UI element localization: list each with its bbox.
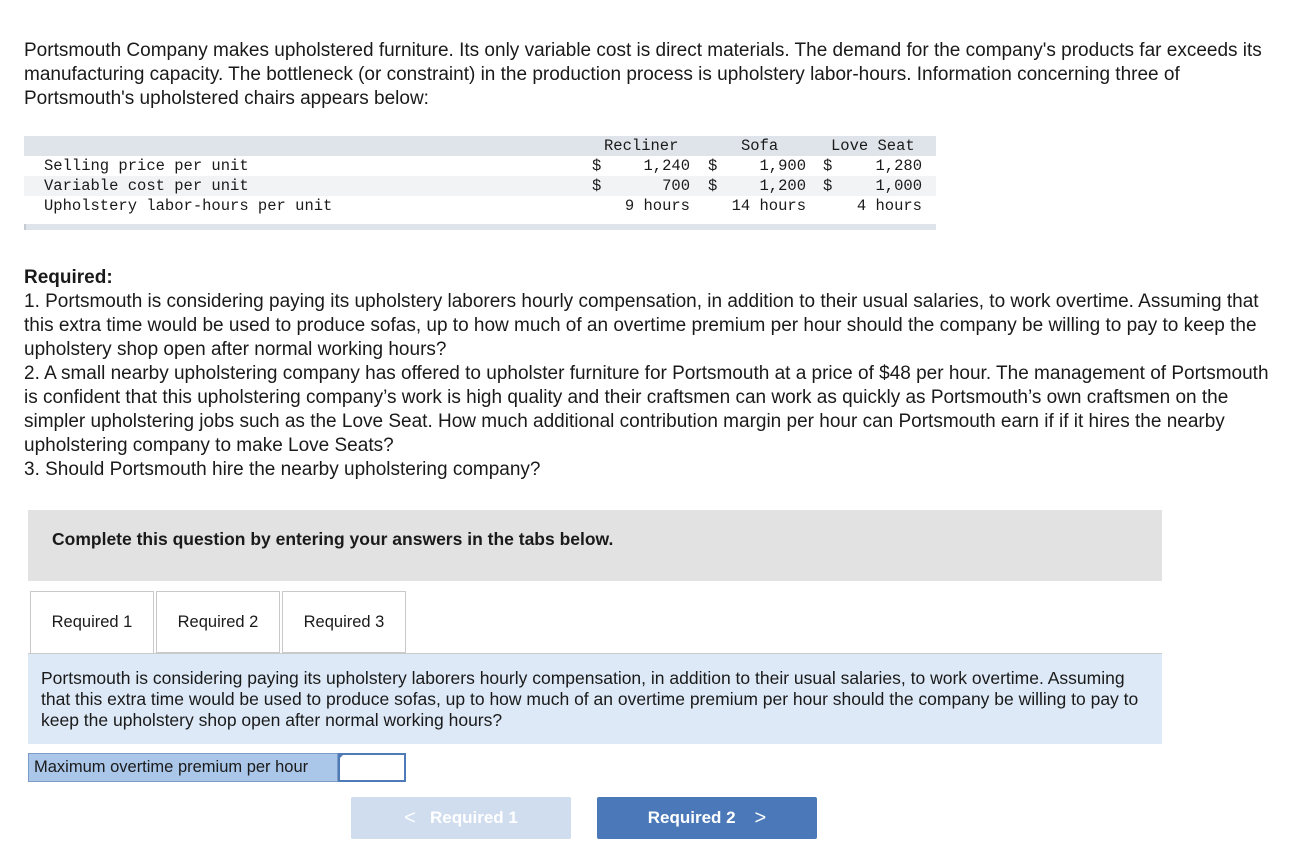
cell-sofa: 14 hours bbox=[731, 197, 806, 215]
col-header-sofa: Sofa bbox=[741, 137, 779, 155]
chevron-right-icon: > bbox=[754, 806, 767, 829]
cell-recliner: 9 hours bbox=[624, 197, 690, 215]
next-button-label: Required 2 bbox=[647, 808, 736, 827]
instruction-banner bbox=[28, 510, 1162, 581]
row-label: Variable cost per unit bbox=[44, 177, 249, 195]
required-item-3: 3. Should Portsmouth hire the nearby upholstering company? bbox=[24, 459, 541, 480]
chevron-left-icon: < bbox=[404, 806, 416, 829]
required-item-1: 1. Portsmouth is considering paying its upholstery laborers hourly compensation, in addition to their usual salaries, to work overtime. Assuming that this extra time would be used to produce sofas, up to how much of an overtime premium per hour should the company be willing to pay to keep the upholstery shop open after normal working hours? bbox=[24, 291, 1259, 360]
row-label: Selling price per unit bbox=[44, 157, 249, 175]
col-header-loveseat: Love Seat bbox=[831, 137, 915, 155]
table-header-bar bbox=[24, 136, 936, 156]
required-item-2: 2. A small nearby upholstering company has offered to upholster furniture for Portsmouth at a price of $48 per hour. The management of Portsmouth is confident that this upholstering company’s work is high quality and their craftsmen can work as quickly as Portsmouth’s own craftsmen on the simpler upholstering jobs such as the Love Seat. How much additional contribution margin per hour can Portsmouth earn if if it hires the nearby upholstering company to make Love Seats? bbox=[24, 363, 1269, 456]
prev-button[interactable] bbox=[351, 797, 571, 839]
tab-required-2[interactable]: Required 2 bbox=[156, 591, 280, 653]
currency-sign: $ bbox=[708, 177, 718, 195]
currency-sign: $ bbox=[592, 157, 602, 175]
answer-label: Maximum overtime premium per hour bbox=[28, 753, 338, 782]
input-corner-marker bbox=[338, 753, 345, 760]
table-bottom-bar bbox=[24, 224, 936, 230]
required-heading: Required: bbox=[24, 267, 113, 288]
prev-button-label: Required 1 bbox=[430, 808, 518, 827]
problem-intro: Portsmouth Company makes upholstered furniture. Its only variable cost is direct materials. The demand for the company's products far exceeds its manufacturing capacity. The bottleneck (or constraint) in the production process is upholstery labor-hours. Information concerning three of Portsmouth's upholstered chairs appears below: bbox=[24, 40, 1262, 109]
cell-loveseat: 4 hours bbox=[856, 197, 922, 215]
tab-required-3[interactable]: Required 3 bbox=[282, 591, 406, 653]
overtime-premium-input[interactable] bbox=[338, 753, 406, 782]
currency-sign: $ bbox=[592, 177, 602, 195]
instruction-text: Complete this question by entering your answers in the tabs below. bbox=[52, 529, 614, 549]
question-text: Portsmouth is considering paying its upholstery laborers hourly compensation, in addition to their usual salaries, to work overtime. Assuming that this extra time would be used to produce sofas, up to how much of an overtime premium per hour should the company be willing to pay to keep the upholstery shop open after normal working hours? bbox=[41, 668, 1139, 730]
col-header-recliner: Recliner bbox=[604, 137, 679, 155]
question-panel bbox=[28, 653, 1162, 744]
cell-loveseat: 1,280 bbox=[875, 157, 922, 175]
tab-required-1[interactable]: Required 1 bbox=[30, 591, 154, 653]
required-section bbox=[24, 266, 1286, 482]
currency-sign: $ bbox=[823, 157, 833, 175]
cell-recliner: 1,240 bbox=[643, 157, 690, 175]
currency-sign: $ bbox=[708, 157, 718, 175]
cell-sofa: 1,200 bbox=[759, 177, 806, 195]
cell-sofa: 1,900 bbox=[759, 157, 806, 175]
next-button[interactable] bbox=[597, 797, 817, 839]
data-table bbox=[24, 136, 936, 232]
cell-recliner: 700 bbox=[662, 177, 690, 195]
row-label: Upholstery labor-hours per unit bbox=[44, 197, 333, 215]
cell-loveseat: 1,000 bbox=[875, 177, 922, 195]
currency-sign: $ bbox=[823, 177, 833, 195]
